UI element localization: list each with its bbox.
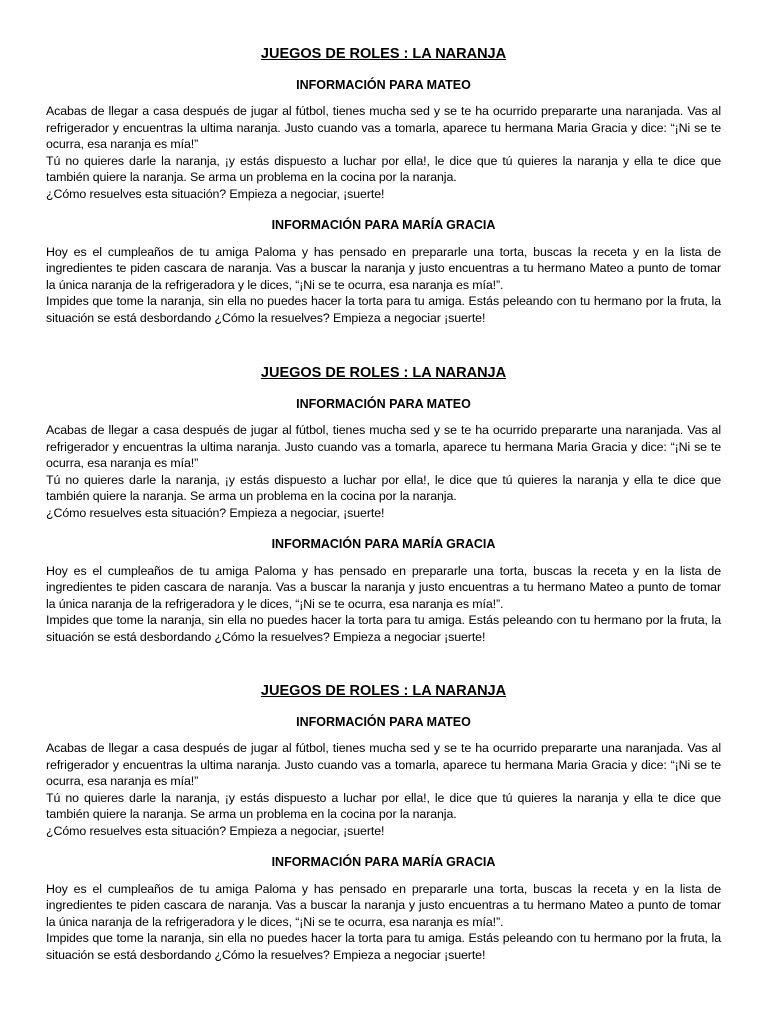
mateo-section-heading: INFORMACIÓN PARA MATEO	[296, 397, 471, 411]
maria-gracia-paragraph: Impides que tome la naranja, sin ella no puedes hacer la torta para tu amiga. Estás peleando con tu hermano por la fruta, la situación se está desbordando ¿Cómo la resuelves? Empieza a negociar ¡suerte!	[46, 613, 721, 644]
maria-gracia-section-heading: INFORMACIÓN PARA MARÍA GRACIA	[271, 217, 496, 232]
mateo-paragraph: Acabas de llegar a casa después de jugar al fútbol, tienes mucha sed y se te ha ocurrido prepararte una naranjada. Vas al refrigerador y encuentras la ultima naranja. Justo cuando vas a tomarla, aparece tu hermana Maria Gracia y dice: “¡Ni se te ocurra, esa naranja es mía!”	[46, 741, 721, 789]
mateo-section-body	[46, 740, 721, 840]
maria-gracia-section-body	[46, 563, 721, 646]
mateo-section-heading: INFORMACIÓN PARA MATEO	[296, 715, 471, 729]
card-title: JUEGOS DE ROLES : LA NARANJA	[260, 683, 507, 699]
role-play-card	[46, 681, 721, 964]
role-play-card	[46, 363, 721, 646]
mateo-section-heading: INFORMACIÓN PARA MATEO	[296, 78, 471, 92]
card-title: JUEGOS DE ROLES : LA NARANJA	[260, 46, 507, 62]
mateo-paragraph: ¿Cómo resuelves esta situación? Empieza a negociar, ¡suerte!	[46, 505, 385, 520]
maria-gracia-section-body	[46, 881, 721, 964]
mateo-paragraph: Acabas de llegar a casa después de jugar al fútbol, tienes mucha sed y se te ha ocurrido prepararte una naranjada. Vas al refrigerador y encuentras la ultima naranja. Justo cuando vas a tomarla, aparece tu hermana Maria Gracia y dice: “¡Ni se te ocurra, esa naranja es mía!”	[46, 423, 721, 471]
maria-gracia-section-heading: INFORMACIÓN PARA MARÍA GRACIA	[271, 854, 496, 869]
mateo-paragraph: Acabas de llegar a casa después de jugar al fútbol, tienes mucha sed y se te ha ocurrido prepararte una naranjada. Vas al refrigerador y encuentras la ultima naranja. Justo cuando vas a tomarla, aparece tu hermana Maria Gracia y dice: “¡Ni se te ocurra, esa naranja es mía!”	[46, 104, 721, 152]
mateo-section-body	[46, 422, 721, 522]
card-title: JUEGOS DE ROLES : LA NARANJA	[260, 365, 507, 381]
mateo-paragraph: Tú no quieres darle la naranja, ¡y estás dispuesto a luchar por ella!, le dice que tú quieres la naranja y ella te dice que también quiere la naranja. Se arma un problema en la cocina por la naranja.	[46, 472, 721, 504]
maria-gracia-paragraph: Hoy es el cumpleaños de tu amiga Paloma y has pensado en prepararle una torta, buscas la receta y en la lista de ingredientes te piden cascara de naranja. Vas a buscar la naranja y justo encuentras a tu hermano Mateo a punto de tomar la única naranja de la refrigeradora y le dices, “¡Ni se te ocurra, esa naranja es mía!”.	[46, 563, 721, 611]
mateo-paragraph: ¿Cómo resuelves esta situación? Empieza a negociar, ¡suerte!	[46, 186, 385, 201]
maria-gracia-section-body	[46, 244, 721, 327]
mateo-section-body	[46, 103, 721, 203]
role-play-card	[46, 44, 721, 327]
maria-gracia-paragraph: Impides que tome la naranja, sin ella no puedes hacer la torta para tu amiga. Estás peleando con tu hermano por la fruta, la situación se está desbordando ¿Cómo la resuelves? Empieza a negociar ¡suerte!	[46, 931, 721, 962]
maria-gracia-paragraph: Hoy es el cumpleaños de tu amiga Paloma y has pensado en prepararle una torta, buscas la receta y en la lista de ingredientes te piden cascara de naranja. Vas a buscar la naranja y justo encuentras a tu hermano Mateo a punto de tomar la única naranja de la refrigeradora y le dices, “¡Ni se te ocurra, esa naranja es mía!”.	[46, 244, 721, 292]
maria-gracia-section-heading: INFORMACIÓN PARA MARÍA GRACIA	[271, 536, 496, 551]
mateo-paragraph: Tú no quieres darle la naranja, ¡y estás dispuesto a luchar por ella!, le dice que tú quieres la naranja y ella te dice que también quiere la naranja. Se arma un problema en la cocina por la naranja.	[46, 153, 721, 185]
maria-gracia-paragraph: Impides que tome la naranja, sin ella no puedes hacer la torta para tu amiga. Estás peleando con tu hermano por la fruta, la situación se está desbordando ¿Cómo la resuelves? Empieza a negociar ¡suerte!	[46, 294, 721, 325]
mateo-paragraph: Tú no quieres darle la naranja, ¡y estás dispuesto a luchar por ella!, le dice que tú quieres la naranja y ella te dice que también quiere la naranja. Se arma un problema en la cocina por la naranja.	[46, 790, 721, 822]
mateo-paragraph: ¿Cómo resuelves esta situación? Empieza a negociar, ¡suerte!	[46, 823, 385, 838]
maria-gracia-paragraph: Hoy es el cumpleaños de tu amiga Paloma y has pensado en prepararle una torta, buscas la receta y en la lista de ingredientes te piden cascara de naranja. Vas a buscar la naranja y justo encuentras a tu hermano Mateo a punto de tomar la única naranja de la refrigeradora y le dices, “¡Ni se te ocurra, esa naranja es mía!”.	[46, 881, 721, 929]
